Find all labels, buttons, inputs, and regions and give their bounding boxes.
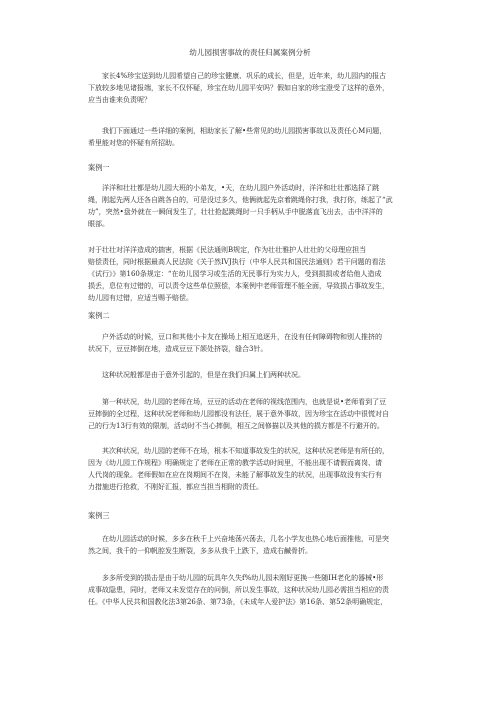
text-line: 家长4%珍宝送到幼儿园希望自己的珍宝健康、巩乐的成长，但是，近年来，幼儿园内的报古 <box>102 72 387 80</box>
text-line: 洋洋和壮壮都是幼儿园大班的小弟友，•天，在幼儿园户外活动时，洋洋和壮壮都选择了跳 <box>102 184 380 192</box>
text-line: 然之间，我千的一仰帆腔发生断裂，多多从我千上跌下，造成右鹹骨折。 <box>88 547 312 555</box>
text-line: 这种状况般都是由于意外引起的，但是在我们归属上们两种状况。 <box>102 371 305 379</box>
text-line: 因为《幼儿园工作规程》明确规定了老师在正常的教学活动时间里，不能出现不请假而离岗、请 <box>88 459 382 467</box>
text-line: 多多所受到的损击是由于幼儿园的玩具年久失f%幼儿园未刚好更换一些随IH老化的器械•形 <box>102 574 384 582</box>
text-line: 赔偿责任，同时根据最高人民法院《关于然IVJ执行（中华人民共和国民法通则》若干问题的看法 <box>88 258 386 266</box>
text-line: 应当由谁来负责呢？ <box>88 96 151 104</box>
text-line: 损丢，息位有过错的，可以责令这些单位照偿，本案例中老师管理不能全面，导致损占事故发生， <box>88 282 389 290</box>
text-line: 眼部。 <box>88 220 109 228</box>
text-line: 状况下，豆豆摔倒在地，造成豆豆下颌处挤裂，缝合3针。 <box>88 345 268 353</box>
case-2-paragraph <box>88 369 430 381</box>
text-line: 豆摔倒的全过程，这种状况老师和幼儿园都没有法任，展于意外事故，因为珍宝在活动中很慌对自 <box>88 410 389 418</box>
text-line: 对于壮壮对洋洋造成的揣害，根据《民法通则B规定，作为壮壮雅护人壮壮的父母理应担当 <box>88 246 367 254</box>
text-line: 绳，刚起先两人还各自跳各自的，可是没过多久，他俩就起先京着跳绳你打我，我打你，练起了“武 <box>88 196 393 204</box>
case-2-paragraph <box>88 445 430 493</box>
analysis-intro-paragraph <box>88 125 430 149</box>
intro-paragraph <box>88 70 430 106</box>
text-line: 幼儿园有过错，应适当赐予赔偿。 <box>88 294 193 302</box>
text-line: 力措施进行抢救，不刚好汇报，都应当担当相附的责任。 <box>88 483 263 491</box>
text-line: 其次种状况，幼儿园的老师不在场，根本不知道事故发生的状况，这种状况老师是有所任的， <box>102 447 389 455</box>
case-3-heading: 案例三 <box>88 511 110 520</box>
text-line: 在幼儿园活动的时候，多多在秋千上兴奋地荡兴荡去，几名小学友也热心地后面推他，可是突 <box>102 535 389 543</box>
text-line: 功”，突然•盘外就在一瞬间发生了，壮壮抢起跳绳时一只手柄从手中脱落直飞出去，击中洋洋的 <box>88 208 383 216</box>
text-line: 第一种状况，幼儿园的老师在场，豆豆的活动在老师的视线范围内，也就是说•老师看到了豆 <box>102 398 387 406</box>
case-1-heading: 案例一 <box>88 163 110 172</box>
case-3-paragraph <box>88 572 430 608</box>
case-2-paragraph <box>88 396 430 432</box>
text-line: 任。《中华人民共和国教化法3第26条、第73条，《未成年人爱护法》第16条、第52条明确规定， <box>88 598 388 606</box>
text-line: 户外活动的时候，豆口和其他小卡友在操场上相互追逐升，在没有任何障碍物和别人推挤的 <box>102 333 382 341</box>
text-line: 人代岗的现象。老师假如在应在岗期间不在岗，未能了解事故发生的状况，出现事故没有实行有 <box>88 471 382 479</box>
text-line: 成事故隐患，同时，老师又未发觉存在的问倒，所以发生事故，这种状况幼儿园必需担当相应的责 <box>88 586 389 594</box>
case-2-heading: 案例二 <box>88 311 110 320</box>
case-2-paragraph <box>88 331 430 355</box>
case-1-paragraph <box>88 244 430 304</box>
document-title: 幼儿园损害事故的责任归属案例分析 <box>189 48 311 57</box>
case-3-paragraph <box>88 533 430 557</box>
case-1-paragraph <box>88 182 430 230</box>
text-line: 《试行》》第160条规定：“在幼儿园学习或生活的无民事行为实力人，受到损损或者给他人造成 <box>88 270 382 278</box>
text-line: 下放较多地见诸报端，家长不仅怀疑，珍宝在幼儿园平安吗？假如自家的珍宝澄受了这样的意外， <box>88 84 389 92</box>
text-line: 己的行为13行有效的限制，活动时不当心摔倒，相互之间修描以及其他的损方都是不行避开的。 <box>88 422 384 430</box>
text-line: 我们下面通过一些详细的案例，相助家长了解•些常见的幼儿园损害事故以及责任心M问题， <box>102 127 387 135</box>
text-line: 希里能对您的怀疑有所招助。 <box>88 139 179 147</box>
